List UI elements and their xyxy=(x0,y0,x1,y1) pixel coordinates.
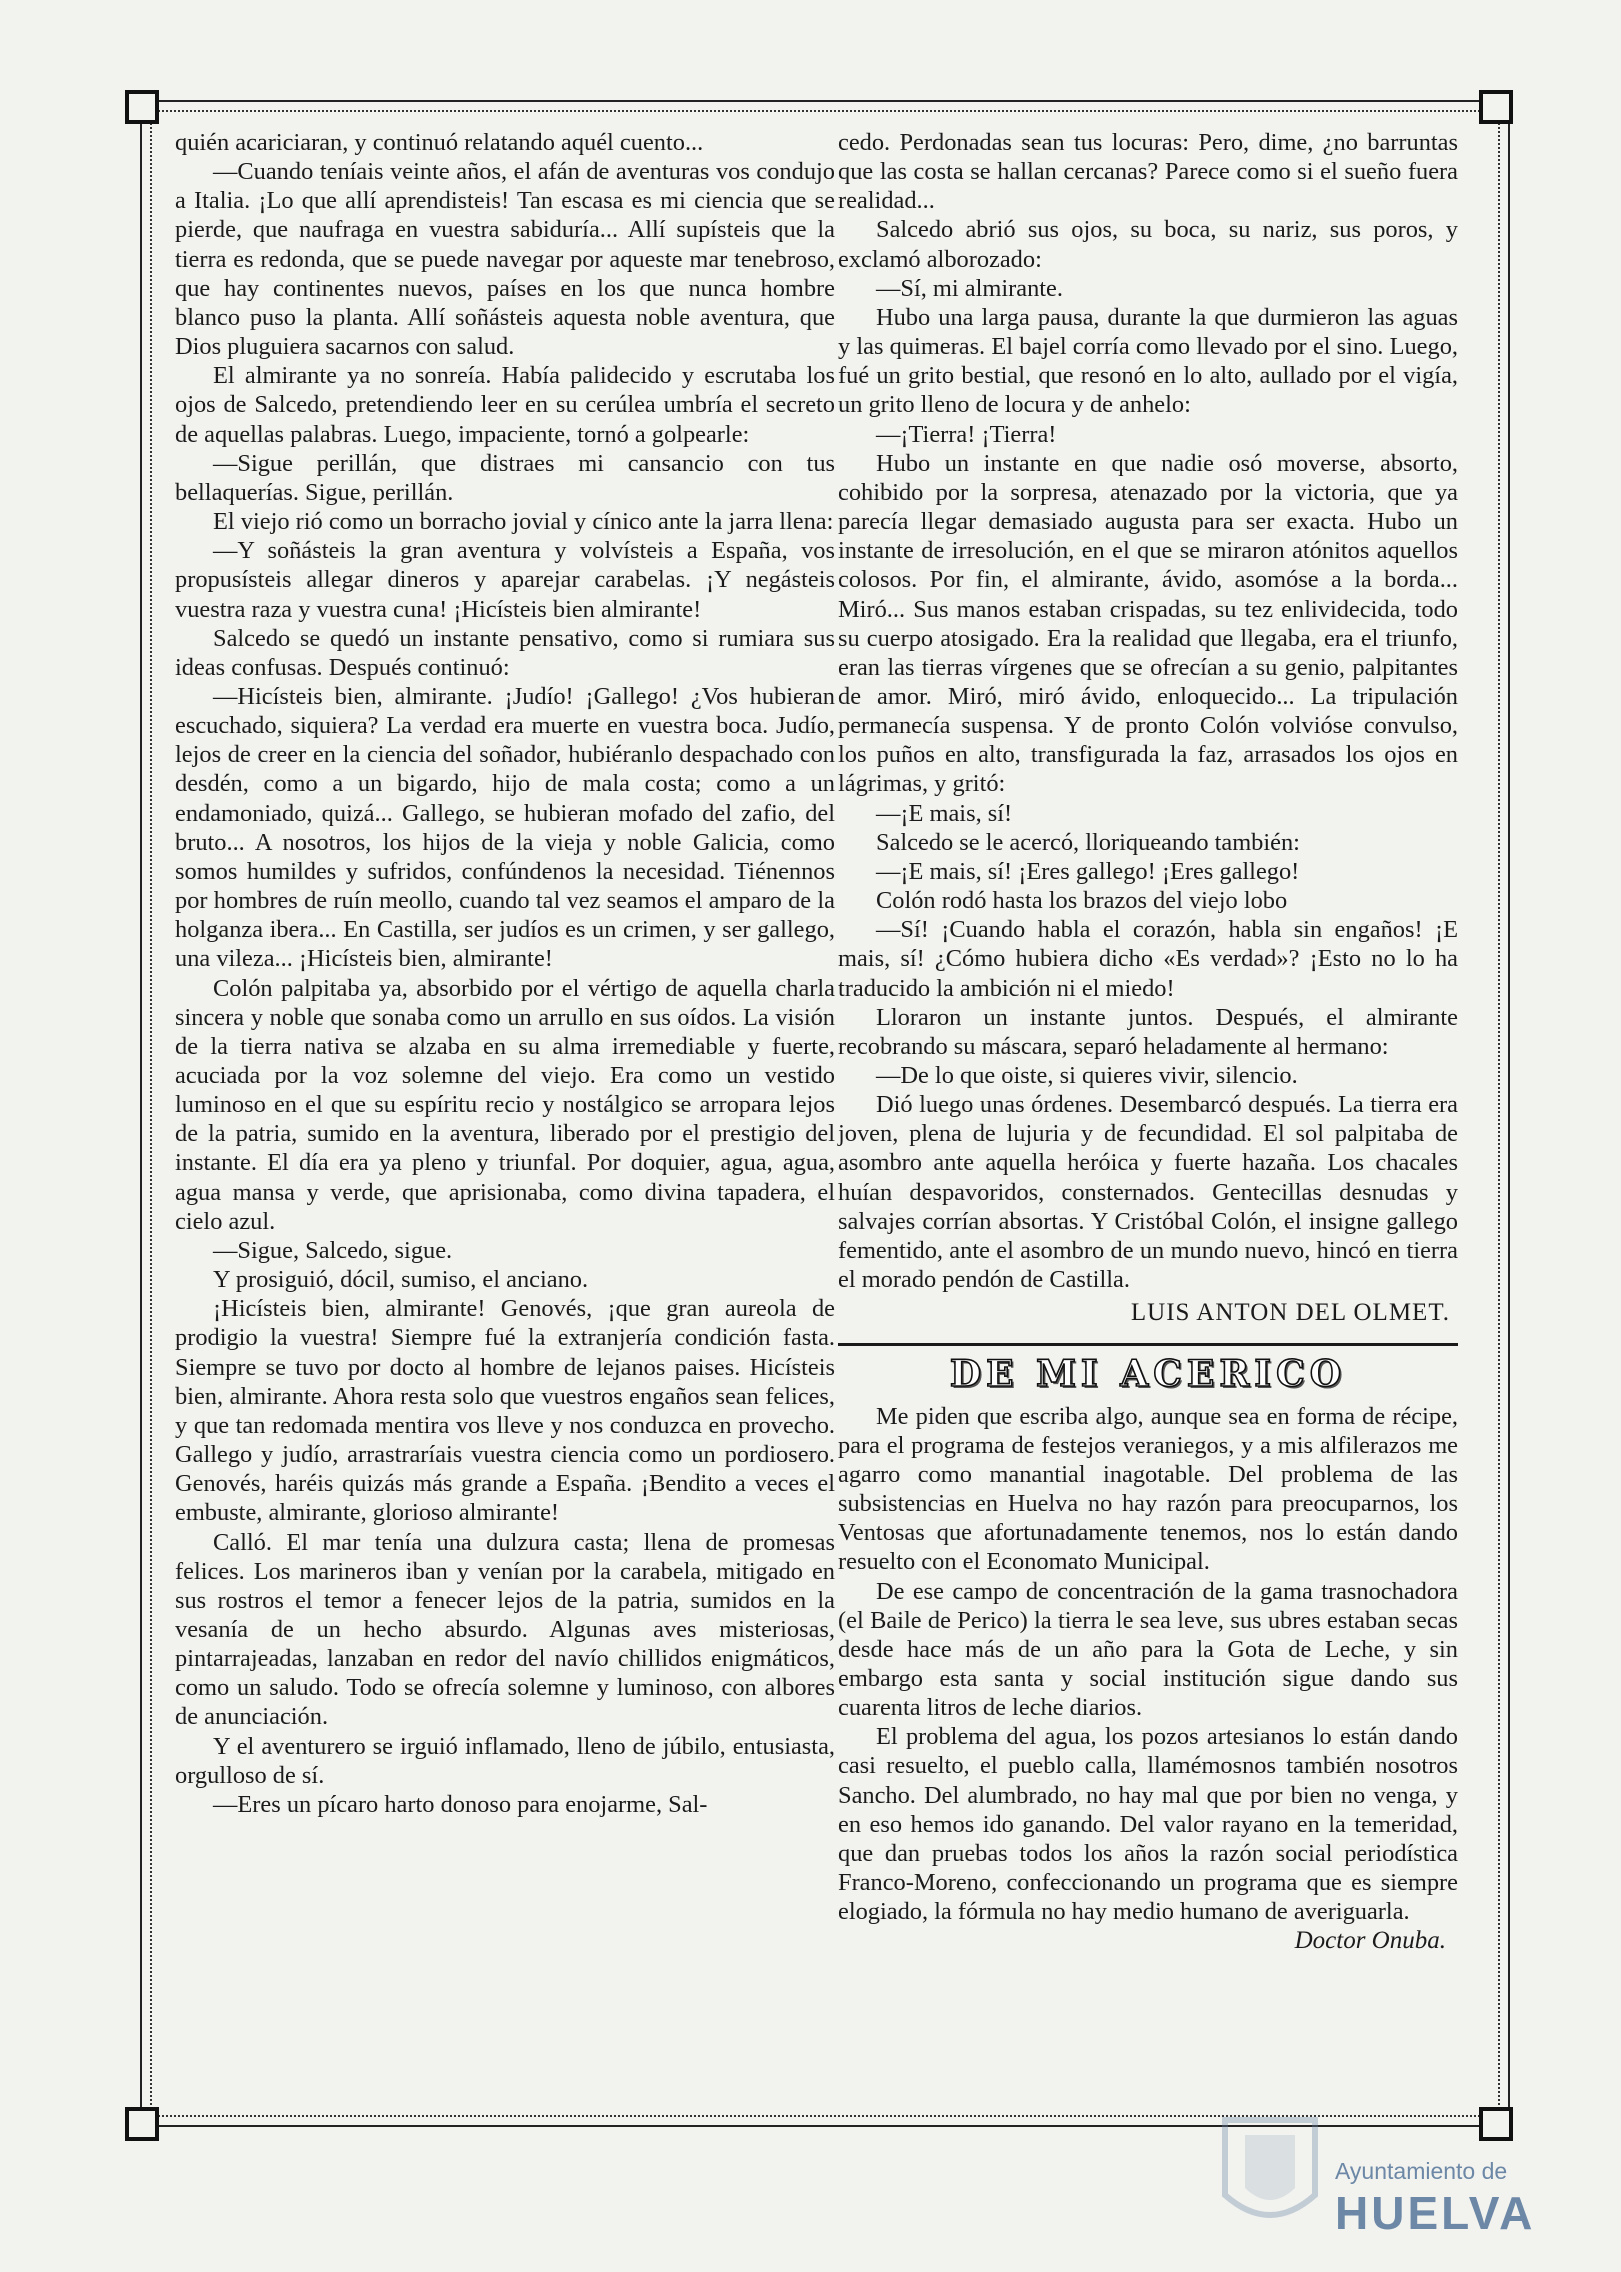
paragraph: El almirante ya no sonreía. Había palidecido y escrutaba los ojos de Salcedo, pretendiendo leer en su cerúlea umbría el secreto de aquellas palabras. Luego, impaciente, tornó a golpearle: xyxy=(175,362,835,448)
paragraph: quién acariciaran, y continuó relatando aquél cuento... xyxy=(175,129,704,156)
watermark-line2: HUELVA xyxy=(1335,2187,1536,2239)
paragraph: —Sigue, Salcedo, sigue. xyxy=(213,1236,453,1264)
section-body xyxy=(838,1402,1458,1927)
corner-ornament-bottom-left xyxy=(125,2107,159,2141)
paragraph: Salcedo se quedó un instante pensativo, como si rumiara sus ideas confusas. Después continuó: xyxy=(175,624,835,681)
paragraph: Colón rodó hasta los brazos del viejo lobo xyxy=(876,887,1288,915)
paragraph: Lloraron un instante juntos. Después, el almirante recobrando su máscara, separó heladamente al hermano: xyxy=(838,1003,1458,1060)
paragraph: Y prosiguió, dócil, sumiso, el anciano. xyxy=(213,1266,589,1294)
section-signature: Doctor Onuba. xyxy=(1294,1927,1446,1955)
paragraph: —Hicísteis bien, almirante. ¡Judío! ¡Gallego! ¿Vos hubieran escuchado, siquiera? La verdad era muerte en vuestra boca. Judío, lejos de creer en la ciencia del soñador, hubiéranlo despachado con desdén, como a un bigardo, hijo de mala costa; como a un endamoniado, quizá... Gallego, se hubieran mofado del zafio, del bruto... A nosotros, los hijos de la vieja y noble Galicia, como somos humildes y sufridos, confúndenos la necesidad. Tiénennos por hombres de ruín meollo, cuando tal vez seamos el amparo de la holganza ibera... En Castilla, ser judíos es un crimen, y ser gallego, una vileza... ¡Hicísteis bien, almirante! xyxy=(175,682,835,973)
paragraph: —¡E mais, sí! ¡Eres gallego! ¡Eres gallego! xyxy=(876,857,1300,885)
watermark-line1: Ayuntamiento de xyxy=(1335,2158,1508,2184)
paragraph: —De lo que oiste, si quieres vivir, silencio. xyxy=(876,1062,1298,1089)
paragraph: Colón palpitaba ya, absorbido por el vértigo de aquella charla sincera y noble que sonaba como un arrullo en sus oídos. La visión de la tierra nativa se alzaba en su alma irremediable y fuerte, acuciada por la voz solemne del viejo. Era como un vestido luminoso en el que su espíritu recio y nostálgico se arropara lejos de la patria, sumido en la aventura, liberado por el prestigio del instante. El día era ya pleno y triunfal. Por doquier, agua, agua, agua mansa y verde, que aprisionaba, como divina tapadera, el cielo azul. xyxy=(175,974,835,1235)
paragraph: Y el aventurero se irguió inflamado, lleno de júbilo, entusiasta, orgulloso de sí. xyxy=(175,1732,835,1789)
article-signature: LUIS ANTON DEL OLMET. xyxy=(1130,1299,1450,1327)
paragraph: —Sí! ¡Cuando habla el corazón, habla sin engaños! ¡E mais, sí! ¿Cómo hubiera dicho «Es verdad»? ¡Esto no lo ha traducido la ambición ni el miedo! xyxy=(838,916,1458,1002)
paragraph: cedo. Perdonadas sean tus locuras: Pero, dime, ¿no barruntas que las costa se hallan cercanas? Parece como si el sueño fuera realidad... xyxy=(838,129,1458,215)
paragraph: Salcedo abrió sus ojos, su boca, su nariz, sus poros, y exclamó alborozado: xyxy=(838,216,1458,273)
paragraph: —Sí, mi almirante. xyxy=(876,274,1063,302)
section-divider xyxy=(838,1343,1458,1346)
paragraph: Calló. El mar tenía una dulzura casta; llena de promesas felices. Los marineros iban y venían por la carabela, mitigado en sus rostros el temor a fenecer lejos de la patria, sumidos en la vesanía de un hecho absurdo. Algunas aves misteriosas, pintarrajeadas, lanzaban en redor del navío chillidos enigmáticos, como un saludo. Todo se ofrecía solemne y luminoso, con albores de anunciación. xyxy=(175,1528,835,1731)
right-column xyxy=(838,128,1458,1956)
paragraph: El problema del agua, los pozos artesianos lo están dando casi resuelto, el pueblo calla, llamémosnos también nosotros Sancho. Del alumbrado, no hay mal que por bien no venga, y en eso hemos ido ganando. Del valor rayano en la temeridad, que dan pruebas todos los años la razón social periodística Franco-Moreno, confeccionando un programa que es siempre elogiado, la fórmula no hay medio humano de averiguarla. xyxy=(838,1723,1458,1926)
paragraph: El viejo rió como un borracho jovial y cínico ante la jarra llena: xyxy=(213,508,834,536)
paragraph: —Y soñásteis la gran aventura y volvísteis a España, vos propusísteis allegar dineros y aparejar carabelas. ¡Y negásteis vuestra raza y vuestra cuna! ¡Hicísteis bien almirante! xyxy=(175,537,835,623)
paragraph: Dió luego unas órdenes. Desembarcó después. La tierra era joven, plena de lujuria y de fecundidad. El sol palpitaba de asombro ante aquella heróica y fuerte hazaña. Los chacales huían despavoridos, consternados. Gentecillas desnudas y salvajes corrían absortas. Y Cristóbal Colón, el insigne gallego fementido, ante el asombro de un mundo nuevo, hincó en tierra el morado pendón de Castilla. xyxy=(838,1091,1458,1294)
paragraph: —Cuando teníais veinte años, el afán de aventuras vos condujo a Italia. ¡Lo que allí aprendisteis! Tan escasa es mi ciencia que se pierde, que naufraga en vuestra sabiduría... Allí supísteis que la tierra es redonda, que se puede navegar por aqueste mar tenebroso, que hay continentes nuevos, países en los que nunca hombre blanco puso la planta. Allí soñásteis aquesta noble aventura, que Dios pluguiera sacarnos con salud. xyxy=(175,158,835,361)
corner-ornament-top-left xyxy=(125,90,159,124)
paragraph: De ese campo de concentración de la gama trasnochadora (el Baile de Perico) la tierra le sea leve, sus ubres estaban secas desde hace más de un año para la Gota de Leche, y sin embargo esta santa y social institución sigue dando sus cuarenta litros de leche diarios. xyxy=(838,1577,1458,1722)
paragraph: Me piden que escriba algo, aunque sea en forma de récipe, para el programa de festejos veraniegos, y a mis alfilerazos me agarro como manantial inagotable. Del problema de las subsistencias en Huelva no hay razón para preocuparnos, los Ventosas que afortunadamente tenemos, nos lo están dando resuelto con el Economato Municipal. xyxy=(838,1402,1458,1576)
corner-ornament-top-right xyxy=(1479,90,1513,124)
paragraph: —Sigue perillán, que distraes mi cansancio con tus bellaquerías. Sigue, perillán. xyxy=(175,449,835,506)
paragraph: —¡Tierra! ¡Tierra! xyxy=(876,420,1057,448)
paragraph: ¡Hicísteis bien, almirante! Genovés, ¡que gran aureola de prodigio la vuestra! Siempre fué la extranjería condición fasta. Siempre se tuvo por docto al hombre de lejanos paises. Hicísteis bien, almirante. Ahora resta solo que vuestros engaños sean felices, y que tan redomada mentira vos lleve y nos conduzca en provecho. Gallego y judío, arrastraríais vuestra ciencia como un pordiosero. Genovés, haréis quizás más grande a España. ¡Bendito a veces el embuste, almirante, glorioso almirante! xyxy=(175,1295,835,1527)
paragraph: Salcedo se le acercó, lloriqueando también: xyxy=(876,828,1300,856)
paragraph: —¡E mais, sí! xyxy=(876,799,1013,827)
left-column xyxy=(175,128,835,1819)
paragraph: —Eres un pícaro harto donoso para enojarme, Sal- xyxy=(213,1790,708,1818)
article-continuation xyxy=(838,128,1458,1294)
paragraph: Hubo una larga pausa, durante la que durmieron las aguas y las quimeras. El bajel corría como llevado por el sino. Luego, fué un grito bestial, que resonó en lo alto, aullado por el vigía, un grito lleno de locura y de anhelo: xyxy=(838,303,1458,419)
paragraph: Hubo un instante en que nadie osó moverse, absorto, cohibido por la sorpresa, atenazado por la victoria, que ya parecía llegar demasiado augusta para ser exacta. Hubo un instante de irresolución, en el que se miraron atónitos aquellos colosos. Por fin, el almirante, ávido, asomóse a la borda... Miró... Sus manos estaban crispadas, su tez enlividecida, todo su cuerpo atosigado. Era la realidad que llegaba, era el triunfo, eran las tierras vírgenes que se ofrecían a su genio, palpitantes de amor. Miró, miró ávido, enloquecido... La tripulación permanecía suspensa. Y de pronto Colón volvióse convulso, los puños en alto, transfigurada la faz, arrasados los ojos en lágrimas, y gritó: xyxy=(838,449,1458,798)
section-title: DE MI ACERICO xyxy=(949,1353,1347,1396)
